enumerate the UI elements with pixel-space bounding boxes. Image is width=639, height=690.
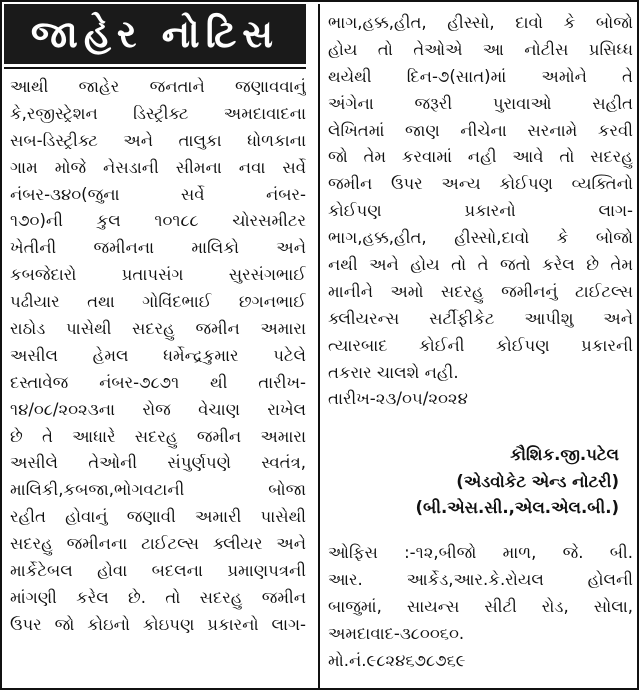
left-column-line: ગામ મોજે નેસડાની સીમના નવા સર્વે xyxy=(10,157,306,177)
left-column-line: માર્કેટેબલ હોવા બદલના પ્રમાણપત્રની xyxy=(10,561,306,581)
left-column-line: કે,રજીસ્ટ્રેશન ડિસ્ટ્રીક્ટ અમદાવાદના xyxy=(10,103,306,123)
right-column-line: હોય તો તેઓએ આ નોટીસ પ્રસિધ્ધ xyxy=(328,39,633,59)
left-column-line: ૧૪/૦૮/૨૦૨૩ના રોજ વેચાણ રાખેલ xyxy=(10,399,306,419)
left-column-line: સદરહુ જમીનના ટાઈટલ્સ ક્લીયર અને xyxy=(10,534,306,554)
office-address-line: બાજુમાં, સાયન્સ સીટી રોડ, સોલા, xyxy=(328,596,633,616)
signatory-qualification: (બી.એસ.સી.,એલ.એલ.બી.) xyxy=(415,498,619,517)
left-column-line: અસીલ હેમલ ધર્મેન્દ્રકુમાર પટેલે xyxy=(10,345,306,365)
signatory-name: કૌશિક.જી.પટેલ xyxy=(510,445,619,464)
column-divider xyxy=(318,4,320,688)
right-column-line: ત્યારબાદ કોઈની કોઈપણ પ્રકારની xyxy=(328,335,633,355)
right-column-line: ભાગ,હક્ક,હીત, હીસ્સો, દાવો કે બોજો xyxy=(328,13,633,32)
title-divider xyxy=(4,67,306,69)
right-column-line: જમીન ઉપર અન્ય કોઈપણ વ્યક્તિનો xyxy=(328,174,633,194)
right-column-line: માનીને અમો સદરહુ જમીનનું ટાઈટલ્સ xyxy=(328,281,633,301)
left-column-line: અસીલે તેઓની સંપુર્ણપણે સ્વતંત્ર, xyxy=(10,453,306,473)
right-column-line: લેખિતમાં જાણ નીચેના સરનામે કરવી xyxy=(328,120,633,140)
left-column-line: રહીત હોવાનું જણાવી અમારી પાસેથી xyxy=(10,507,306,527)
left-column-line: છે તે આધારે સદરહુ જમીન અમારા xyxy=(10,426,306,446)
right-column-line: નથી અને હોય તો તે જતો કરેલ છે તેમ xyxy=(328,255,633,275)
left-column-text xyxy=(10,74,306,639)
notice-left-column xyxy=(4,4,307,688)
right-column-line: કોઈપણ પ્રકારનો લાગ- xyxy=(328,201,633,221)
right-column-line: અંગેના જરૂરી પુરાવાઓ સહીત xyxy=(328,93,633,113)
notice-title: જાહેર નોટિસ xyxy=(4,4,306,64)
left-column-line: દસ્તાવેજ નંબર-૭૮૭૧ થી તારીખ- xyxy=(10,372,306,392)
left-column-line: આથી જાહેર જનતાને જણાવવાનું xyxy=(10,77,306,96)
right-column-line: થયેથી દિન-૭(સાત)માં અમોને તે xyxy=(328,66,633,86)
right-column-line: ક્લીયરન્સ સર્ટીફીકેટ આપીશુ અને xyxy=(328,308,633,328)
signature-block xyxy=(328,442,633,522)
left-column-line: માંગણી કરેલ છે. તો સદરહુ જમીન xyxy=(10,587,306,607)
right-column-line: ભાગ,હક્ક,હીત, હીસ્સો,દાવો કે બોજો xyxy=(328,228,633,248)
office-address-line: આર. આર્કેડ,આર.કે.રોયલ હોલની xyxy=(328,569,633,589)
office-address-line: ઓફિસ :-૧૨,બીજો માળ, જે. બી. xyxy=(328,543,633,562)
left-column-line: રાઠોડ પાસેથી સદરહુ જમીન અમારા xyxy=(10,319,306,339)
right-column-line: તારીખ-૨૩/૦૫/૨૦૨૪ xyxy=(328,389,468,409)
left-column-line: પઢીયાર તથા ગોવિંદભાઈ છગનભાઈ xyxy=(10,292,306,312)
left-column-line: માલિકી,કબજા,ભોગવટાની બોજા xyxy=(10,480,306,500)
office-address-line: મો.નં.૯૮૨૪૬૭૮૭૬૯ xyxy=(328,650,466,670)
left-column-line: ઉપર જો કોઇનો કોઇપણ પ્રકારનો લાગ- xyxy=(10,614,306,634)
right-column-text xyxy=(328,10,633,413)
left-column-line: ખેતીની જમીનના માલિકો અને xyxy=(10,238,306,258)
left-column-line: ૧૭૦)ની કુલ ૧૦૧૮૮ ચોરસમીટર xyxy=(10,211,306,231)
right-column-line: જો તેમ કરવામાં નહી આવે તો સદરહુ xyxy=(328,147,633,167)
notice-right-column xyxy=(328,4,633,688)
signatory-designation: (એડવોકેટ એન્ડ નોટરી) xyxy=(456,471,619,491)
left-column-line: સબ-ડિસ્ટ્રીક્ટ અને તાલુકા ધોળકાના xyxy=(10,130,306,150)
office-address-line: અમદાવાદ-૩૮૦૦૬૦. xyxy=(328,623,465,643)
right-column-line: તકરાર ચાલશે નહી. xyxy=(328,362,459,382)
left-column-line: કબજેદારો પ્રતાપસંગ સુરસંગભાઈ xyxy=(10,265,306,285)
left-column-line: નંબર-૩૪૦(જુના સર્વે નંબર- xyxy=(10,184,306,204)
office-address xyxy=(328,540,633,674)
